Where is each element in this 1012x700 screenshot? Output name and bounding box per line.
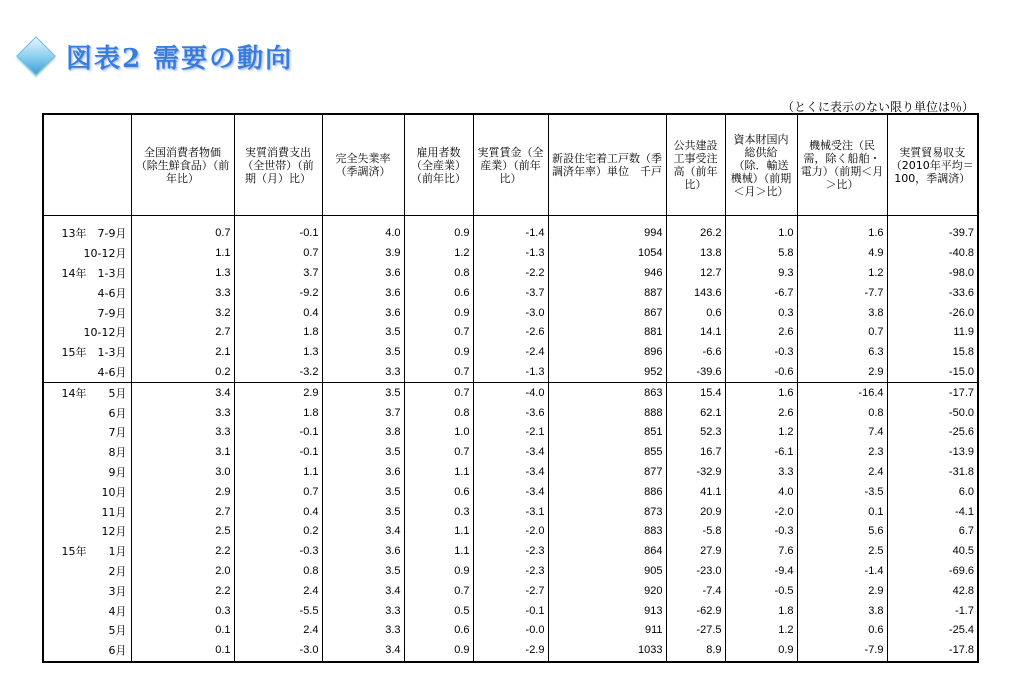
table-cell: 920 <box>548 581 666 601</box>
table-cell: 2.0 <box>131 562 234 582</box>
page-title: 図表2 需要の動向 <box>66 43 294 74</box>
table-cell: 26.2 <box>666 224 725 244</box>
table-row <box>43 601 978 621</box>
table-cell: 877 <box>548 463 666 483</box>
table-cell: 0.9 <box>404 343 473 363</box>
table-cell: 2.5 <box>797 542 887 562</box>
table-cell: -0.3 <box>725 343 797 363</box>
table-cell: 3.6 <box>322 264 404 284</box>
table-cell: 1.8 <box>234 403 322 423</box>
table-cell: 3.8 <box>797 601 887 621</box>
unit-note: （とくに表示のない限り単位は％） <box>781 100 974 114</box>
row-label: 4月 <box>43 601 131 621</box>
table-cell: 0.8 <box>404 264 473 284</box>
column-header: 実質貿易収支（2010年平均＝100，季調済） <box>887 114 978 216</box>
table-cell: 3.9 <box>322 244 404 264</box>
table-row <box>43 343 978 363</box>
table-cell: 0.2 <box>234 522 322 542</box>
table-cell: 52.3 <box>666 423 725 443</box>
row-label: 9月 <box>43 463 131 483</box>
table-cell: 0.9 <box>404 562 473 582</box>
row-label: 12月 <box>43 522 131 542</box>
column-header: 機械受注（民需，除く船舶・電力）（前期＜月＞比） <box>797 114 887 216</box>
table-cell: 946 <box>548 264 666 284</box>
row-label: 14年 5月 <box>43 383 131 403</box>
table-row <box>43 363 978 383</box>
table-cell: -2.2 <box>473 264 548 284</box>
table-cell: -39.6 <box>666 363 725 383</box>
table-row <box>43 482 978 502</box>
table-row <box>43 403 978 423</box>
row-label: 2月 <box>43 562 131 582</box>
table-cell: 3.5 <box>322 482 404 502</box>
table-cell: -0.1 <box>234 443 322 463</box>
table-cell: 2.9 <box>797 363 887 383</box>
table-cell: 0.7 <box>797 323 887 343</box>
table-cell: 3.3 <box>322 621 404 641</box>
table-cell: -3.6 <box>473 403 548 423</box>
table-cell: 867 <box>548 303 666 323</box>
table-cell: 896 <box>548 343 666 363</box>
table-cell: -0.6 <box>725 363 797 383</box>
table-cell: -23.0 <box>666 562 725 582</box>
table-cell: 3.4 <box>322 522 404 542</box>
table-cell: -3.0 <box>473 303 548 323</box>
table-cell: 886 <box>548 482 666 502</box>
table-cell: 13.8 <box>666 244 725 264</box>
table-cell: 6.3 <box>797 343 887 363</box>
table-cell: 0.6 <box>797 621 887 641</box>
table-cell: 3.3 <box>322 363 404 383</box>
table-cell: 1.1 <box>234 463 322 483</box>
table-row <box>43 323 978 343</box>
table-cell: -3.4 <box>473 463 548 483</box>
table-cell: 6.7 <box>887 522 978 542</box>
table-cell: 863 <box>548 383 666 403</box>
table-cell: 3.4 <box>322 641 404 662</box>
table-cell: -98.0 <box>887 264 978 284</box>
table-cell: 3.3 <box>131 283 234 303</box>
table-cell: 1.2 <box>404 244 473 264</box>
row-label: 7-9月 <box>43 303 131 323</box>
table-cell: 0.6 <box>666 303 725 323</box>
column-header: 実質消費支出（全世帯）（前期（月）比） <box>234 114 322 216</box>
table-cell: -3.1 <box>473 502 548 522</box>
table-cell: -33.6 <box>887 283 978 303</box>
table-cell: -39.7 <box>887 224 978 244</box>
table-cell: 0.5 <box>404 601 473 621</box>
table-cell: 883 <box>548 522 666 542</box>
table-cell: 3.2 <box>131 303 234 323</box>
table-cell: -3.7 <box>473 283 548 303</box>
table-cell: 911 <box>548 621 666 641</box>
table-cell: -6.1 <box>725 443 797 463</box>
table-cell: 2.9 <box>797 581 887 601</box>
row-label: 15年 1-3月 <box>43 343 131 363</box>
table-cell: -0.1 <box>234 423 322 443</box>
table-cell: 9.3 <box>725 264 797 284</box>
table-cell: -1.7 <box>887 601 978 621</box>
table-cell: -17.7 <box>887 383 978 403</box>
table-cell: 2.6 <box>725 323 797 343</box>
table-cell: -2.6 <box>473 323 548 343</box>
table-cell: 14.1 <box>666 323 725 343</box>
table-cell: 3.4 <box>131 383 234 403</box>
table-cell: -13.9 <box>887 443 978 463</box>
table-cell: 3.3 <box>322 601 404 621</box>
table-cell: -3.4 <box>473 482 548 502</box>
table-cell: -3.2 <box>234 363 322 383</box>
table-cell: 3.5 <box>322 343 404 363</box>
table-cell: 1.1 <box>404 542 473 562</box>
table-row <box>43 562 978 582</box>
table-row <box>43 641 978 662</box>
table-cell: 5.8 <box>725 244 797 264</box>
table-cell: -0.3 <box>725 522 797 542</box>
table-cell: 7.4 <box>797 423 887 443</box>
table-cell: 20.9 <box>666 502 725 522</box>
table-cell: 952 <box>548 363 666 383</box>
column-header: 雇用者数（全産業）（前年比） <box>404 114 473 216</box>
table-cell: -5.5 <box>234 601 322 621</box>
table-cell: 1.6 <box>725 383 797 403</box>
table-cell: 1.1 <box>404 522 473 542</box>
row-label: 3月 <box>43 581 131 601</box>
table-cell: -0.3 <box>234 542 322 562</box>
table-cell: 0.8 <box>234 562 322 582</box>
row-label: 10-12月 <box>43 244 131 264</box>
table-cell: -0.1 <box>473 601 548 621</box>
table-cell: -27.5 <box>666 621 725 641</box>
table-cell: -7.9 <box>797 641 887 662</box>
table-cell: 4.0 <box>322 224 404 244</box>
table-cell: 913 <box>548 601 666 621</box>
table-cell: -2.4 <box>473 343 548 363</box>
row-label: 6月 <box>43 403 131 423</box>
table-cell: -6.7 <box>725 283 797 303</box>
table-cell: -2.3 <box>473 542 548 562</box>
table-row <box>43 423 978 443</box>
table-row <box>43 283 978 303</box>
column-header: 実質賃金（全産業）（前年比） <box>473 114 548 216</box>
table-cell: 3.3 <box>725 463 797 483</box>
table-cell: -3.4 <box>473 443 548 463</box>
table-cell: 0.9 <box>404 641 473 662</box>
table-cell: 851 <box>548 423 666 443</box>
table-cell: 3.3 <box>131 423 234 443</box>
column-header: 新設住宅着工戸数（季調済年率）単位 千戸 <box>548 114 666 216</box>
row-label: 5月 <box>43 621 131 641</box>
table-cell: 0.9 <box>725 641 797 662</box>
table-cell: 62.1 <box>666 403 725 423</box>
table-cell: 0.1 <box>131 641 234 662</box>
table-row <box>43 522 978 542</box>
table-cell: -7.7 <box>797 283 887 303</box>
table-cell: 1.8 <box>234 323 322 343</box>
table-cell: 6.0 <box>887 482 978 502</box>
table-cell: 0.7 <box>404 383 473 403</box>
table-cell: 864 <box>548 542 666 562</box>
title-block <box>16 38 293 74</box>
table-cell: -2.9 <box>473 641 548 662</box>
table-cell: -40.8 <box>887 244 978 264</box>
table-cell: -17.8 <box>887 641 978 662</box>
table-cell: -31.8 <box>887 463 978 483</box>
table-cell: 5.6 <box>797 522 887 542</box>
table-cell: 994 <box>548 224 666 244</box>
table-cell: -0.0 <box>473 621 548 641</box>
column-header: 全国消費者物価（除生鮮食品）（前年比） <box>131 114 234 216</box>
table-cell: 3.6 <box>322 542 404 562</box>
diamond-bullet-icon <box>16 36 56 76</box>
table-cell: 0.7 <box>404 581 473 601</box>
table-cell: 1.3 <box>131 264 234 284</box>
row-label: 14年 1-3月 <box>43 264 131 284</box>
table-cell: 1.2 <box>797 264 887 284</box>
table-cell: 3.7 <box>234 264 322 284</box>
row-label: 4-6月 <box>43 363 131 383</box>
table-row <box>43 621 978 641</box>
table-cell: -2.0 <box>473 522 548 542</box>
table-cell: -26.0 <box>887 303 978 323</box>
table-cell: 0.3 <box>404 502 473 522</box>
table-cell: 3.4 <box>322 581 404 601</box>
row-label: 4-6月 <box>43 283 131 303</box>
table-cell: 3.6 <box>322 283 404 303</box>
table-cell: -9.2 <box>234 283 322 303</box>
table-row <box>43 542 978 562</box>
table-cell: 0.8 <box>404 403 473 423</box>
table-cell: -1.4 <box>797 562 887 582</box>
table-cell: -2.3 <box>473 562 548 582</box>
table-cell: 3.5 <box>322 323 404 343</box>
table-row <box>43 581 978 601</box>
table-cell: 881 <box>548 323 666 343</box>
table-cell: -3.0 <box>234 641 322 662</box>
table-cell: -25.4 <box>887 621 978 641</box>
table-cell: -5.8 <box>666 522 725 542</box>
table-cell: 15.8 <box>887 343 978 363</box>
table-cell: 3.6 <box>322 303 404 323</box>
table-cell: 1.0 <box>404 423 473 443</box>
table-cell: 0.7 <box>234 482 322 502</box>
table-row <box>43 264 978 284</box>
table-cell: 0.6 <box>404 482 473 502</box>
table-cell: 3.1 <box>131 443 234 463</box>
table-cell: 0.4 <box>234 502 322 522</box>
table-cell: 905 <box>548 562 666 582</box>
row-label: 7月 <box>43 423 131 443</box>
table-cell: 2.9 <box>131 482 234 502</box>
table-cell: -9.4 <box>725 562 797 582</box>
table-cell: 1054 <box>548 244 666 264</box>
table-cell: 1.2 <box>725 423 797 443</box>
table-cell: 1.6 <box>797 224 887 244</box>
row-label: 10月 <box>43 482 131 502</box>
table-cell: 1.1 <box>131 244 234 264</box>
table-cell: -2.1 <box>473 423 548 443</box>
column-header: 完全失業率（季調済） <box>322 114 404 216</box>
table-cell: 3.6 <box>322 463 404 483</box>
table-cell: 0.9 <box>404 224 473 244</box>
table-cell: -6.6 <box>666 343 725 363</box>
column-header <box>43 114 131 216</box>
table-cell: -25.6 <box>887 423 978 443</box>
table-cell: 7.6 <box>725 542 797 562</box>
table-cell: 3.7 <box>322 403 404 423</box>
table-cell: 16.7 <box>666 443 725 463</box>
table-cell: 0.7 <box>404 363 473 383</box>
table-cell: 40.5 <box>887 542 978 562</box>
table-cell: 42.8 <box>887 581 978 601</box>
table-cell: 0.7 <box>131 224 234 244</box>
table-cell: -15.0 <box>887 363 978 383</box>
column-header: 資本財国内総供給（除．輸送機械）（前期＜月＞比） <box>725 114 797 216</box>
table-row <box>43 383 978 403</box>
table-cell: -4.1 <box>887 502 978 522</box>
table-cell: -2.7 <box>473 581 548 601</box>
table-cell: 1.0 <box>725 224 797 244</box>
table-row <box>43 443 978 463</box>
row-label: 6月 <box>43 641 131 662</box>
table-cell: 3.5 <box>322 443 404 463</box>
table-cell: 887 <box>548 283 666 303</box>
table-row <box>43 303 978 323</box>
table-cell: 143.6 <box>666 283 725 303</box>
table-cell: -62.9 <box>666 601 725 621</box>
table-cell: 3.5 <box>322 562 404 582</box>
table-cell: 15.4 <box>666 383 725 403</box>
table-cell: 4.0 <box>725 482 797 502</box>
table-cell: -2.0 <box>725 502 797 522</box>
table-cell: 0.7 <box>234 244 322 264</box>
table-cell: 1033 <box>548 641 666 662</box>
table-cell: 2.1 <box>131 343 234 363</box>
table-cell: 2.9 <box>234 383 322 403</box>
table-cell: 3.5 <box>322 383 404 403</box>
table-row <box>43 502 978 522</box>
table-cell: 3.8 <box>797 303 887 323</box>
table-cell: 11.9 <box>887 323 978 343</box>
table-cell: 4.9 <box>797 244 887 264</box>
table-cell: 2.2 <box>131 542 234 562</box>
table-cell: 2.6 <box>725 403 797 423</box>
table-cell: -1.3 <box>473 363 548 383</box>
table-cell: 0.1 <box>131 621 234 641</box>
table-cell: 3.8 <box>322 423 404 443</box>
table-cell: 2.5 <box>131 522 234 542</box>
table-row <box>43 463 978 483</box>
table-cell: 12.7 <box>666 264 725 284</box>
table-row <box>43 224 978 244</box>
table-cell: 2.3 <box>797 443 887 463</box>
table-cell: 2.2 <box>131 581 234 601</box>
table-cell: 0.3 <box>131 601 234 621</box>
table-cell: 0.9 <box>404 303 473 323</box>
table-cell: -4.0 <box>473 383 548 403</box>
table-cell: 2.4 <box>797 463 887 483</box>
table-cell: -0.1 <box>234 224 322 244</box>
table-cell: 41.1 <box>666 482 725 502</box>
table-cell: 0.6 <box>404 283 473 303</box>
table-cell: -0.5 <box>725 581 797 601</box>
table-cell: 2.7 <box>131 502 234 522</box>
row-label: 8月 <box>43 443 131 463</box>
table-cell: 8.9 <box>666 641 725 662</box>
table-cell: 0.6 <box>404 621 473 641</box>
table-cell: 0.3 <box>725 303 797 323</box>
table-cell: -16.4 <box>797 383 887 403</box>
table-cell: -32.9 <box>666 463 725 483</box>
table-cell: 0.7 <box>404 443 473 463</box>
table-cell: 1.3 <box>234 343 322 363</box>
table-cell: 1.1 <box>404 463 473 483</box>
table-cell: 888 <box>548 403 666 423</box>
spacer-row <box>43 216 978 225</box>
table-cell: 3.3 <box>131 403 234 423</box>
table-cell: -1.3 <box>473 244 548 264</box>
header-row <box>43 114 978 216</box>
table-cell: -1.4 <box>473 224 548 244</box>
table-cell: 855 <box>548 443 666 463</box>
table-cell: -69.6 <box>887 562 978 582</box>
row-label: 13年 7-9月 <box>43 224 131 244</box>
table-cell: 2.7 <box>131 323 234 343</box>
demand-trends-table <box>42 113 979 663</box>
table-cell: 1.8 <box>725 601 797 621</box>
table-cell: 2.4 <box>234 581 322 601</box>
table-cell: 0.1 <box>797 502 887 522</box>
table-cell: 0.8 <box>797 403 887 423</box>
table-row <box>43 244 978 264</box>
column-header: 公共建設工事受注高（前年比） <box>666 114 725 216</box>
table-cell: 3.5 <box>322 502 404 522</box>
table-cell: -7.4 <box>666 581 725 601</box>
table-cell: 0.7 <box>404 323 473 343</box>
row-label: 15年 1月 <box>43 542 131 562</box>
table-cell: 0.2 <box>131 363 234 383</box>
table-cell: 27.9 <box>666 542 725 562</box>
table-cell: -3.5 <box>797 482 887 502</box>
table-cell: 3.0 <box>131 463 234 483</box>
table-cell: 1.2 <box>725 621 797 641</box>
table-cell: 2.4 <box>234 621 322 641</box>
row-label: 11月 <box>43 502 131 522</box>
table-cell: 873 <box>548 502 666 522</box>
table-cell: -50.0 <box>887 403 978 423</box>
table-cell: 0.4 <box>234 303 322 323</box>
row-label: 10-12月 <box>43 323 131 343</box>
